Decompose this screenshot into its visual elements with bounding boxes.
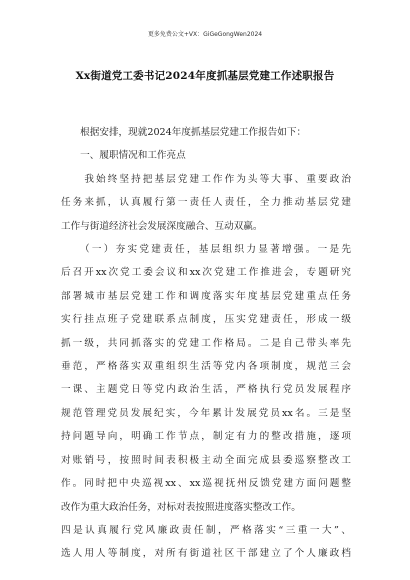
body-line: 根据安排，现就2024年度抓基层党建工作报告如下：: [61, 127, 307, 138]
body-line: 后召开xx次党工委会议和xx次党建工作推进会，专题研究: [61, 267, 351, 279]
body-line: 垂范，严格落实双重组织生活等党内各项制度，规范三会: [61, 361, 351, 373]
body-line: 持问题导向，明确工作节点，制定有力的整改措施，逐项: [61, 431, 351, 443]
body-line: 我始终坚持把基层党建工作作为头等大事、重要政治: [61, 173, 351, 185]
body-line: 四是认真履行党风廉政责任制，严格落实“三重一大”、: [61, 524, 351, 536]
body-line: 一课、主题党日等党内政治生活，严格执行党员发展程序: [61, 384, 351, 396]
body-line: 任务来抓，认真履行第一责任人责任，全力推动基层党建: [61, 197, 351, 209]
body-line: 选人用人等制度，对所有街道社区干部建立了个人廉政档: [61, 548, 351, 560]
body-line: 规范管理党员发展纪实，今年累计发展党员xx名。三是坚: [61, 407, 351, 419]
body-line: 改作为重大政治任务，对标对表按照进度落实整改工作。: [61, 501, 301, 513]
body-line: 作。同时把中央巡视xx、xx巡视抚州反馈党建方面问题整: [61, 478, 351, 490]
body-line: 实行挂点班子党建联系点制度，压实党建责任，形成一级: [61, 314, 351, 326]
body-line: 对账销号，按照时间表积极主动全面完成县委巡察整改工: [61, 454, 351, 466]
body-line: （一）夯实党建责任，基层组织力显著增强。一是先: [61, 244, 351, 256]
body-line: 一、履职情况和工作亮点: [61, 150, 186, 162]
body-line: 部署城市基层党建工作和调度落实年度基层党建重点任务: [61, 290, 351, 302]
header-watermark: 更多免费公文+VX：GiGeGongWen2024: [147, 31, 263, 38]
document-title: Xx街道党工委书记2024年度抓基层党建工作述职报告: [75, 70, 335, 82]
document-body: [61, 121, 351, 566]
body-line: 抓一级，共同抓落实的党建工作格局。二是自己带头率先: [61, 337, 351, 349]
body-line: 工作与街道经济社会发展深度融合、互动双赢。: [61, 220, 263, 232]
